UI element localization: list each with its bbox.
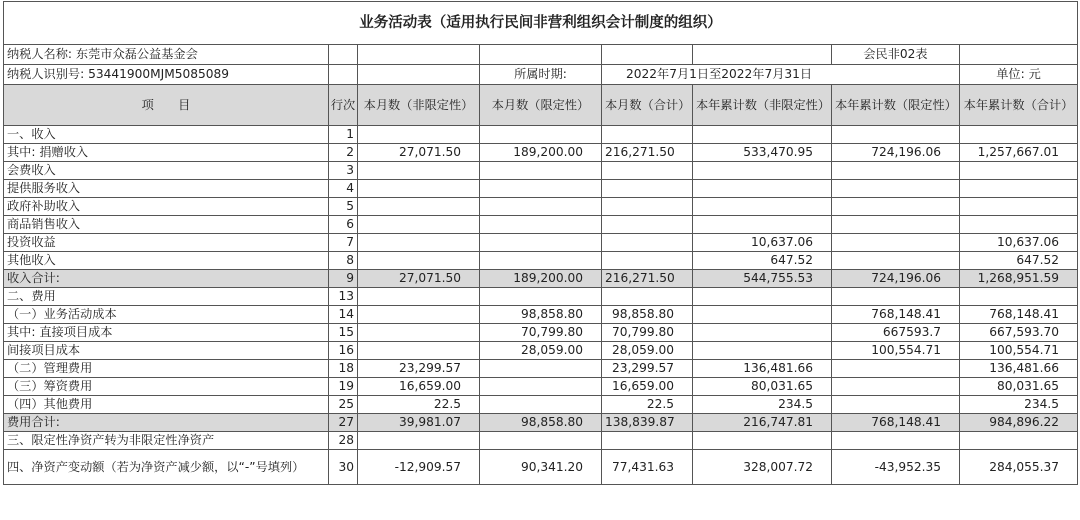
cell-ytd-total: 234.5 (960, 396, 1078, 414)
row-item-label: （三）筹资费用 (4, 378, 329, 396)
cell-ytd-unrestricted: 136,481.66 (693, 360, 832, 378)
cell-month-restricted: 90,341.20 (480, 450, 602, 485)
cell-month-unrestricted (358, 180, 480, 198)
cell-month-unrestricted (358, 234, 480, 252)
row-line-number: 2 (329, 144, 358, 162)
table-row (4, 360, 1078, 378)
col-header-ytd-restricted: 本年累计数（限定性） (832, 85, 960, 126)
cell-month-total: 216,271.50 (602, 270, 693, 288)
row-item-label: （四）其他费用 (4, 396, 329, 414)
cell-ytd-unrestricted: 234.5 (693, 396, 832, 414)
row-line-number: 16 (329, 342, 358, 360)
cell-month-unrestricted (358, 252, 480, 270)
cell-ytd-total: 100,554.71 (960, 342, 1078, 360)
row-line-number: 6 (329, 216, 358, 234)
cell-month-restricted (480, 126, 602, 144)
cell-month-unrestricted (358, 432, 480, 450)
cell-ytd-restricted (832, 216, 960, 234)
cell-ytd-total: 80,031.65 (960, 378, 1078, 396)
cell-ytd-unrestricted (693, 324, 832, 342)
cell-ytd-restricted (832, 378, 960, 396)
row-line-number: 15 (329, 324, 358, 342)
cell-ytd-restricted (832, 288, 960, 306)
cell-ytd-restricted (832, 396, 960, 414)
row-item-label: 一、收入 (4, 126, 329, 144)
row-item-label: 间接项目成本 (4, 342, 329, 360)
row-line-number: 13 (329, 288, 358, 306)
row-line-number: 9 (329, 270, 358, 288)
table-row (4, 234, 1078, 252)
col-header-line: 行次 (329, 85, 358, 126)
cell-month-restricted (480, 198, 602, 216)
table-row (4, 432, 1078, 450)
cell-month-restricted (480, 216, 602, 234)
cell-ytd-total: 284,055.37 (960, 450, 1078, 485)
cell-month-restricted (480, 252, 602, 270)
cell-month-total: 16,659.00 (602, 378, 693, 396)
col-header-month-restricted: 本月数（限定性） (480, 85, 602, 126)
row-line-number: 3 (329, 162, 358, 180)
cell-month-total (602, 288, 693, 306)
cell-month-restricted (480, 360, 602, 378)
row-item-label: 其他收入 (4, 252, 329, 270)
cell-month-unrestricted: 16,659.00 (358, 378, 480, 396)
cell-ytd-restricted: 724,196.06 (832, 270, 960, 288)
row-item-label: 政府补助收入 (4, 198, 329, 216)
cell-ytd-unrestricted: 216,747.81 (693, 414, 832, 432)
cell-ytd-total (960, 126, 1078, 144)
cell-ytd-restricted (832, 252, 960, 270)
row-item-label: 其中: 捐赠收入 (4, 144, 329, 162)
cell-ytd-unrestricted (693, 180, 832, 198)
row-item-label: （二）管理费用 (4, 360, 329, 378)
cell-ytd-unrestricted (693, 126, 832, 144)
cell-ytd-unrestricted (693, 432, 832, 450)
cell-ytd-total (960, 432, 1078, 450)
cell-month-unrestricted: 22.5 (358, 396, 480, 414)
cell-ytd-total (960, 198, 1078, 216)
cell-month-restricted: 70,799.80 (480, 324, 602, 342)
col-header-month-total: 本月数（合计） (602, 85, 693, 126)
cell-month-total: 70,799.80 (602, 324, 693, 342)
cell-ytd-restricted (832, 180, 960, 198)
column-header-row (4, 85, 1078, 126)
table-row (4, 144, 1078, 162)
cell-month-restricted: 189,200.00 (480, 144, 602, 162)
period-label: 所属时期: (480, 65, 602, 85)
cell-month-total: 22.5 (602, 396, 693, 414)
row-item-label: 其中: 直接项目成本 (4, 324, 329, 342)
table-row (4, 306, 1078, 324)
taxpayer-id: 纳税人识别号: 53441900MJM5085089 (4, 65, 329, 85)
table-row (4, 342, 1078, 360)
cell-month-restricted (480, 162, 602, 180)
col-header-item: 项 目 (4, 85, 329, 126)
cell-ytd-total: 647.52 (960, 252, 1078, 270)
cell-ytd-unrestricted: 80,031.65 (693, 378, 832, 396)
table-row (4, 324, 1078, 342)
cell-ytd-restricted: 667593.7 (832, 324, 960, 342)
row-line-number: 14 (329, 306, 358, 324)
unit-label: 单位: 元 (960, 65, 1078, 85)
cell-month-unrestricted (358, 162, 480, 180)
cell-month-unrestricted: 23,299.57 (358, 360, 480, 378)
cell-month-total: 98,858.80 (602, 306, 693, 324)
cell-ytd-total: 10,637.06 (960, 234, 1078, 252)
table-row (4, 162, 1078, 180)
cell-month-restricted (480, 180, 602, 198)
row-line-number: 4 (329, 180, 358, 198)
cell-month-unrestricted (358, 198, 480, 216)
row-line-number: 30 (329, 450, 358, 485)
cell-ytd-unrestricted: 328,007.72 (693, 450, 832, 485)
cell-ytd-unrestricted (693, 306, 832, 324)
cell-ytd-unrestricted (693, 198, 832, 216)
cell-month-unrestricted: -12,909.57 (358, 450, 480, 485)
cell-ytd-unrestricted (693, 162, 832, 180)
cell-ytd-total: 1,257,667.01 (960, 144, 1078, 162)
cell-ytd-total: 984,896.22 (960, 414, 1078, 432)
table-row (4, 450, 1078, 485)
table-row (4, 378, 1078, 396)
cell-month-total (602, 180, 693, 198)
cell-ytd-restricted: 724,196.06 (832, 144, 960, 162)
row-item-label: 投资收益 (4, 234, 329, 252)
cell-ytd-total (960, 216, 1078, 234)
cell-ytd-unrestricted: 544,755.53 (693, 270, 832, 288)
cell-month-restricted (480, 288, 602, 306)
cell-ytd-unrestricted: 533,470.95 (693, 144, 832, 162)
cell-month-unrestricted (358, 324, 480, 342)
table-row (4, 270, 1078, 288)
cell-month-unrestricted (358, 288, 480, 306)
cell-ytd-restricted (832, 126, 960, 144)
cell-month-total (602, 252, 693, 270)
cell-ytd-unrestricted: 10,637.06 (693, 234, 832, 252)
cell-month-total (602, 432, 693, 450)
cell-ytd-total: 768,148.41 (960, 306, 1078, 324)
cell-month-total (602, 126, 693, 144)
row-line-number: 5 (329, 198, 358, 216)
form-code: 会民非02表 (832, 45, 960, 65)
row-item-label: 提供服务收入 (4, 180, 329, 198)
cell-month-total (602, 234, 693, 252)
cell-ytd-restricted (832, 162, 960, 180)
cell-month-restricted: 98,858.80 (480, 414, 602, 432)
cell-ytd-total: 1,268,951.59 (960, 270, 1078, 288)
cell-month-total (602, 162, 693, 180)
cell-month-unrestricted: 39,981.07 (358, 414, 480, 432)
cell-ytd-total: 667,593.70 (960, 324, 1078, 342)
row-line-number: 27 (329, 414, 358, 432)
cell-ytd-unrestricted (693, 216, 832, 234)
cell-ytd-restricted: 100,554.71 (832, 342, 960, 360)
cell-month-unrestricted (358, 342, 480, 360)
cell-month-restricted: 189,200.00 (480, 270, 602, 288)
col-header-month-unrestricted: 本月数（非限定性） (358, 85, 480, 126)
row-item-label: 费用合计: (4, 414, 329, 432)
row-line-number: 28 (329, 432, 358, 450)
cell-month-total: 138,839.87 (602, 414, 693, 432)
table-row (4, 396, 1078, 414)
row-item-label: 四、净资产变动额（若为净资产减少额，以“-”号填列） (4, 450, 329, 485)
cell-month-restricted (480, 396, 602, 414)
cell-month-total: 77,431.63 (602, 450, 693, 485)
table-row (4, 288, 1078, 306)
table-row (4, 126, 1078, 144)
cell-month-total (602, 198, 693, 216)
row-line-number: 18 (329, 360, 358, 378)
row-item-label: （一）业务活动成本 (4, 306, 329, 324)
row-line-number: 25 (329, 396, 358, 414)
statement-title: 业务活动表（适用执行民间非营利组织会计制度的组织） (4, 2, 1078, 45)
table-row (4, 198, 1078, 216)
cell-month-restricted (480, 234, 602, 252)
taxpayer-name: 纳税人名称: 东莞市众磊公益基金会 (4, 45, 329, 65)
period-value: 2022年7月1日至2022年7月31日 (602, 65, 960, 85)
cell-ytd-total: 136,481.66 (960, 360, 1078, 378)
cell-month-unrestricted: 27,071.50 (358, 270, 480, 288)
cell-ytd-restricted: 768,148.41 (832, 414, 960, 432)
cell-ytd-restricted: -43,952.35 (832, 450, 960, 485)
row-item-label: 商品销售收入 (4, 216, 329, 234)
col-header-ytd-total: 本年累计数（合计） (960, 85, 1078, 126)
cell-month-restricted: 98,858.80 (480, 306, 602, 324)
row-item-label: 二、费用 (4, 288, 329, 306)
row-item-label: 会费收入 (4, 162, 329, 180)
row-line-number: 19 (329, 378, 358, 396)
col-header-ytd-unrestricted: 本年累计数（非限定性） (693, 85, 832, 126)
activity-statement-table (3, 1, 1078, 485)
cell-month-unrestricted (358, 126, 480, 144)
cell-month-unrestricted (358, 306, 480, 324)
cell-month-restricted (480, 432, 602, 450)
row-item-label: 三、限定性净资产转为非限定性净资产 (4, 432, 329, 450)
cell-month-total: 23,299.57 (602, 360, 693, 378)
cell-ytd-unrestricted (693, 342, 832, 360)
row-line-number: 7 (329, 234, 358, 252)
cell-month-restricted (480, 378, 602, 396)
cell-month-unrestricted (358, 216, 480, 234)
table-row (4, 216, 1078, 234)
cell-month-total: 216,271.50 (602, 144, 693, 162)
table-row (4, 252, 1078, 270)
cell-ytd-total (960, 180, 1078, 198)
cell-ytd-restricted (832, 432, 960, 450)
cell-month-restricted: 28,059.00 (480, 342, 602, 360)
cell-ytd-unrestricted: 647.52 (693, 252, 832, 270)
table-row (4, 414, 1078, 432)
cell-ytd-total (960, 288, 1078, 306)
cell-ytd-total (960, 162, 1078, 180)
table-row (4, 180, 1078, 198)
cell-month-total (602, 216, 693, 234)
cell-ytd-restricted (832, 234, 960, 252)
cell-ytd-unrestricted (693, 288, 832, 306)
cell-ytd-restricted: 768,148.41 (832, 306, 960, 324)
cell-ytd-restricted (832, 360, 960, 378)
cell-ytd-restricted (832, 198, 960, 216)
cell-month-unrestricted: 27,071.50 (358, 144, 480, 162)
row-item-label: 收入合计: (4, 270, 329, 288)
row-line-number: 1 (329, 126, 358, 144)
cell-month-total: 28,059.00 (602, 342, 693, 360)
row-line-number: 8 (329, 252, 358, 270)
